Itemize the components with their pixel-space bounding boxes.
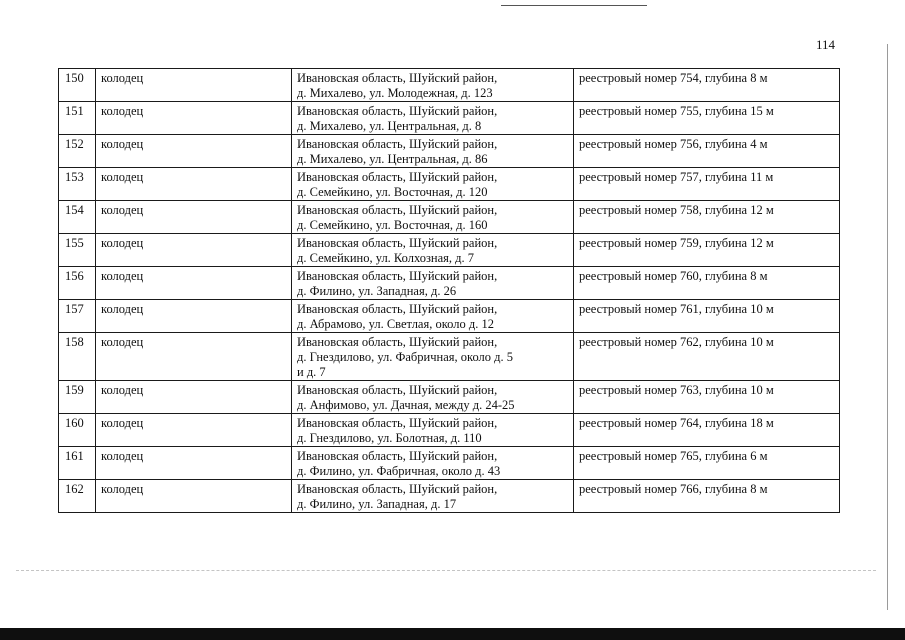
address-line: д. Семейкино, ул. Восточная, д. 120 bbox=[297, 185, 488, 199]
address-line: Ивановская область, Шуйский район, bbox=[297, 416, 498, 430]
object-address bbox=[292, 201, 574, 234]
registry-info: реестровый номер 754, глубина 8 м bbox=[574, 69, 840, 102]
scan-artifact-line bbox=[16, 570, 876, 571]
object-type: колодец bbox=[96, 447, 292, 480]
table-row bbox=[59, 135, 840, 168]
object-address bbox=[292, 300, 574, 333]
object-type: колодец bbox=[96, 333, 292, 381]
object-type: колодец bbox=[96, 267, 292, 300]
object-address bbox=[292, 234, 574, 267]
object-address bbox=[292, 414, 574, 447]
row-number: 154 bbox=[59, 201, 96, 234]
page-number: 114 bbox=[815, 37, 835, 52]
top-rule bbox=[501, 5, 647, 6]
address-line: Ивановская область, Шуйский район, bbox=[297, 137, 498, 151]
table-body bbox=[59, 69, 840, 513]
address-line: Ивановская область, Шуйский район, bbox=[297, 170, 498, 184]
table-row bbox=[59, 381, 840, 414]
address-line: д. Семейкино, ул. Колхозная, д. 7 bbox=[297, 251, 475, 265]
row-number: 152 bbox=[59, 135, 96, 168]
row-number: 151 bbox=[59, 102, 96, 135]
row-number: 159 bbox=[59, 381, 96, 414]
object-address bbox=[292, 69, 574, 102]
registry-info: реестровый номер 763, глубина 10 м bbox=[574, 381, 840, 414]
address-line: д. Гнездилово, ул. Болотная, д. 110 bbox=[297, 431, 482, 445]
object-type: колодец bbox=[96, 69, 292, 102]
address-line: д. Филино, ул. Западная, д. 17 bbox=[297, 497, 457, 511]
object-address bbox=[292, 168, 574, 201]
row-number: 158 bbox=[59, 333, 96, 381]
wells-registry-table bbox=[58, 68, 840, 513]
registry-info: реестровый номер 756, глубина 4 м bbox=[574, 135, 840, 168]
table-row bbox=[59, 102, 840, 135]
address-line: д. Филино, ул. Фабричная, около д. 43 bbox=[297, 464, 501, 478]
object-type: колодец bbox=[96, 102, 292, 135]
object-address bbox=[292, 333, 574, 381]
address-line: д. Гнездилово, ул. Фабричная, около д. 5 bbox=[297, 350, 513, 364]
registry-info: реестровый номер 758, глубина 12 м bbox=[574, 201, 840, 234]
registry-info: реестровый номер 762, глубина 10 м bbox=[574, 333, 840, 381]
table-row bbox=[59, 447, 840, 480]
table-row bbox=[59, 480, 840, 513]
address-line: Ивановская область, Шуйский район, bbox=[297, 482, 498, 496]
address-line: Ивановская область, Шуйский район, bbox=[297, 104, 498, 118]
address-line: д. Михалево, ул. Центральная, д. 86 bbox=[297, 152, 488, 166]
address-line: Ивановская область, Шуйский район, bbox=[297, 335, 498, 349]
object-type: колодец bbox=[96, 168, 292, 201]
row-number: 150 bbox=[59, 69, 96, 102]
row-number: 153 bbox=[59, 168, 96, 201]
address-line: д. Анфимово, ул. Дачная, между д. 24-25 bbox=[297, 398, 515, 412]
address-line: Ивановская область, Шуйский район, bbox=[297, 449, 498, 463]
address-line: д. Абрамово, ул. Светлая, около д. 12 bbox=[297, 317, 494, 331]
object-address bbox=[292, 135, 574, 168]
registry-info: реестровый номер 761, глубина 10 м bbox=[574, 300, 840, 333]
object-address bbox=[292, 267, 574, 300]
table-row bbox=[59, 201, 840, 234]
object-type: колодец bbox=[96, 414, 292, 447]
row-number: 155 bbox=[59, 234, 96, 267]
right-margin-line bbox=[887, 44, 888, 610]
row-number: 156 bbox=[59, 267, 96, 300]
address-line: д. Филино, ул. Западная, д. 26 bbox=[297, 284, 457, 298]
registry-info: реестровый номер 765, глубина 6 м bbox=[574, 447, 840, 480]
row-number: 161 bbox=[59, 447, 96, 480]
address-line: д. Михалево, ул. Центральная, д. 8 bbox=[297, 119, 482, 133]
object-type: колодец bbox=[96, 480, 292, 513]
table-row bbox=[59, 234, 840, 267]
table-row bbox=[59, 300, 840, 333]
registry-info: реестровый номер 757, глубина 11 м bbox=[574, 168, 840, 201]
object-type: колодец bbox=[96, 234, 292, 267]
object-address bbox=[292, 102, 574, 135]
registry-info: реестровый номер 760, глубина 8 м bbox=[574, 267, 840, 300]
scan-edge-band bbox=[0, 628, 905, 640]
address-line: и д. 7 bbox=[297, 365, 326, 379]
object-address bbox=[292, 480, 574, 513]
object-type: колодец bbox=[96, 201, 292, 234]
object-type: колодец bbox=[96, 300, 292, 333]
object-address bbox=[292, 381, 574, 414]
table-row bbox=[59, 333, 840, 381]
object-type: колодец bbox=[96, 381, 292, 414]
address-line: д. Михалево, ул. Молодежная, д. 123 bbox=[297, 86, 493, 100]
table-row bbox=[59, 267, 840, 300]
object-type: колодец bbox=[96, 135, 292, 168]
table-row bbox=[59, 414, 840, 447]
registry-info: реестровый номер 759, глубина 12 м bbox=[574, 234, 840, 267]
address-line: Ивановская область, Шуйский район, bbox=[297, 383, 498, 397]
address-line: Ивановская область, Шуйский район, bbox=[297, 236, 498, 250]
registry-info: реестровый номер 755, глубина 15 м bbox=[574, 102, 840, 135]
registry-info: реестровый номер 764, глубина 18 м bbox=[574, 414, 840, 447]
row-number: 157 bbox=[59, 300, 96, 333]
address-line: Ивановская область, Шуйский район, bbox=[297, 269, 498, 283]
table-row bbox=[59, 69, 840, 102]
address-line: Ивановская область, Шуйский район, bbox=[297, 203, 498, 217]
object-address bbox=[292, 447, 574, 480]
table-row bbox=[59, 168, 840, 201]
registry-info: реестровый номер 766, глубина 8 м bbox=[574, 480, 840, 513]
row-number: 162 bbox=[59, 480, 96, 513]
address-line: Ивановская область, Шуйский район, bbox=[297, 71, 498, 85]
address-line: Ивановская область, Шуйский район, bbox=[297, 302, 498, 316]
row-number: 160 bbox=[59, 414, 96, 447]
address-line: д. Семейкино, ул. Восточная, д. 160 bbox=[297, 218, 488, 232]
